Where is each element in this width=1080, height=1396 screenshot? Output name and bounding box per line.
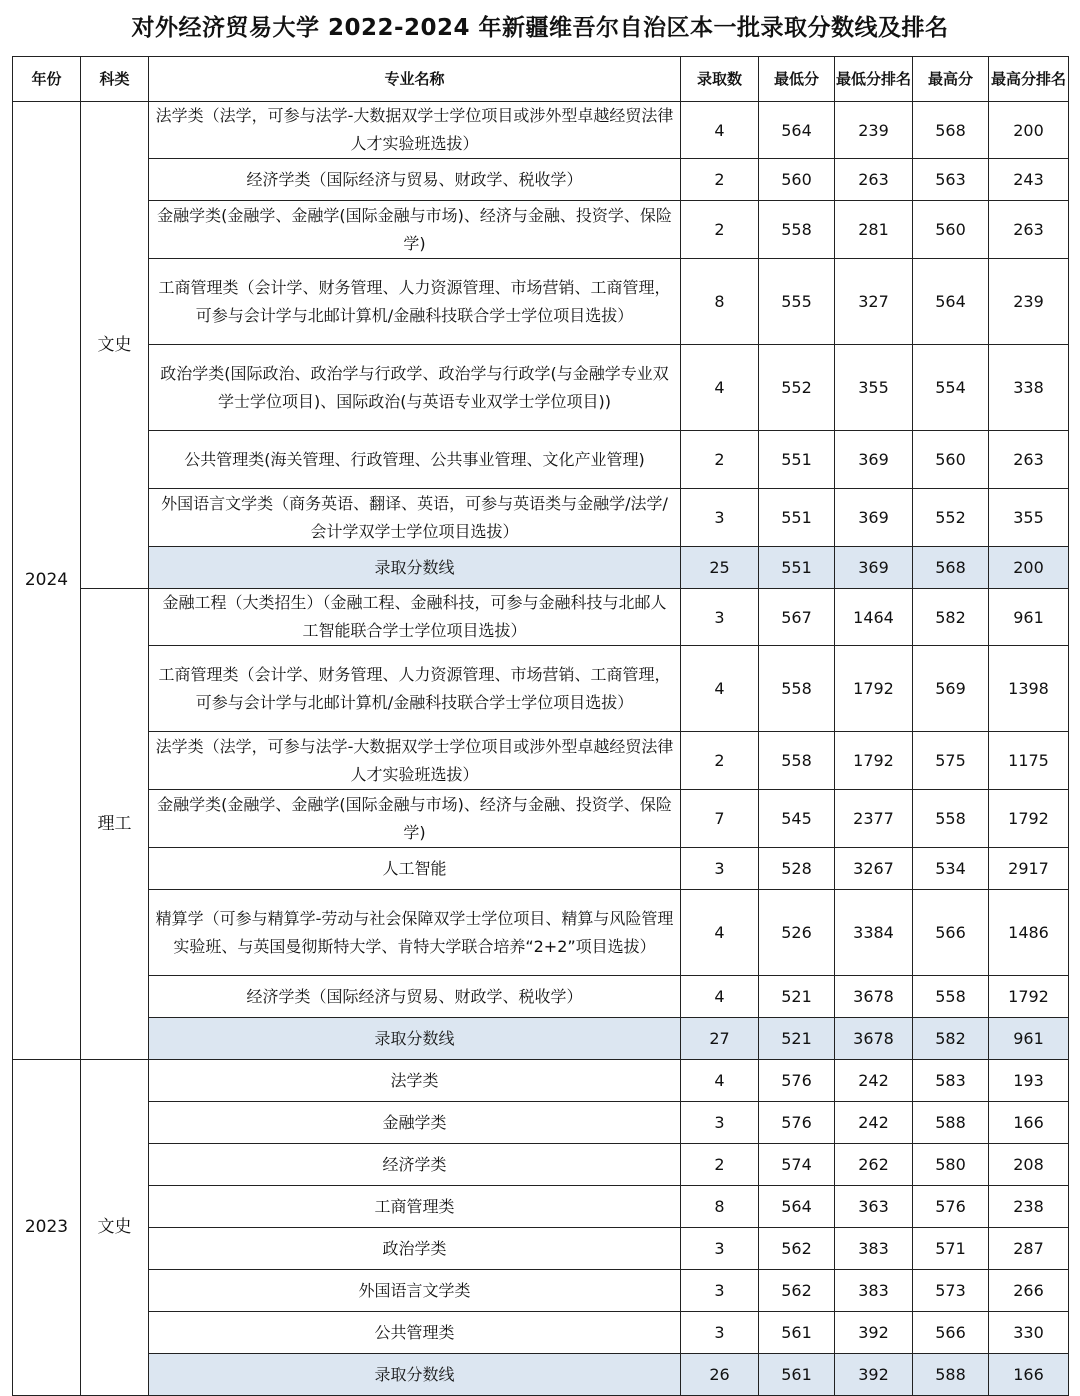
header-max-rank: 最高分排名 (989, 57, 1069, 102)
header-admitted: 录取数 (681, 57, 759, 102)
table-row (13, 1270, 1069, 1312)
major-cell: 金融工程（大类招生）（金融工程、金融科技，可参与金融科技与北邮人工智能联合学士学位项目选拔） (149, 589, 681, 646)
admitted-cell: 4 (681, 976, 759, 1018)
max-rank-cell: 208 (989, 1144, 1069, 1186)
major-cell: 工商管理类（会计学、财务管理、人力资源管理、市场营销、工商管理，可参与会计学与北邮计算机/金融科技联合学士学位项目选拔） (149, 646, 681, 732)
admission-table (12, 56, 1069, 1396)
summary-min-score-cell: 551 (759, 547, 835, 589)
table-row (13, 848, 1069, 890)
table-row (13, 1186, 1069, 1228)
table-row (13, 646, 1069, 732)
summary-max-score-cell: 582 (913, 1018, 989, 1060)
min-score-cell: 564 (759, 102, 835, 159)
table-row (13, 1144, 1069, 1186)
max-score-cell: 583 (913, 1060, 989, 1102)
admitted-cell: 4 (681, 102, 759, 159)
min-score-cell: 551 (759, 489, 835, 547)
table-row (13, 345, 1069, 431)
header-min-rank: 最低分排名 (835, 57, 913, 102)
min-rank-cell: 383 (835, 1228, 913, 1270)
admitted-cell: 2 (681, 431, 759, 489)
min-score-cell: 560 (759, 159, 835, 201)
page-title: 对外经济贸易大学 2022-2024 年新疆维吾尔自治区本一批录取分数线及排名 (131, 15, 949, 41)
max-rank-cell: 330 (989, 1312, 1069, 1354)
table-row (13, 589, 1069, 646)
admitted-cell: 4 (681, 345, 759, 431)
table-row (13, 489, 1069, 547)
max-score-cell: 571 (913, 1228, 989, 1270)
min-score-cell: 558 (759, 201, 835, 259)
table-row (13, 732, 1069, 790)
summary-row (13, 547, 1069, 589)
major-cell: 工商管理类 (149, 1186, 681, 1228)
max-rank-cell: 1175 (989, 732, 1069, 790)
admitted-cell: 2 (681, 159, 759, 201)
major-cell: 法学类（法学，可参与法学-大数据双学士学位项目或涉外型卓越经贸法律人才实验班选拔） (149, 102, 681, 159)
max-rank-cell: 166 (989, 1102, 1069, 1144)
min-score-cell: 552 (759, 345, 835, 431)
table-row (13, 790, 1069, 848)
min-rank-cell: 355 (835, 345, 913, 431)
min-rank-cell: 3678 (835, 976, 913, 1018)
table-row (13, 431, 1069, 489)
min-score-cell: 574 (759, 1144, 835, 1186)
table-row (13, 259, 1069, 345)
min-rank-cell: 327 (835, 259, 913, 345)
category-cell: 文史 (81, 1060, 149, 1396)
summary-max-score-cell: 568 (913, 547, 989, 589)
max-rank-cell: 263 (989, 431, 1069, 489)
max-rank-cell: 1792 (989, 976, 1069, 1018)
max-score-cell: 558 (913, 976, 989, 1018)
admitted-cell: 3 (681, 848, 759, 890)
summary-max-rank-cell: 166 (989, 1354, 1069, 1396)
admitted-cell: 2 (681, 1144, 759, 1186)
summary-row (13, 1018, 1069, 1060)
major-cell: 法学类 (149, 1060, 681, 1102)
min-rank-cell: 369 (835, 489, 913, 547)
table-row (13, 976, 1069, 1018)
summary-admitted-cell: 26 (681, 1354, 759, 1396)
min-rank-cell: 242 (835, 1060, 913, 1102)
admitted-cell: 2 (681, 732, 759, 790)
admitted-cell: 8 (681, 259, 759, 345)
admitted-cell: 3 (681, 1228, 759, 1270)
max-score-cell: 566 (913, 890, 989, 976)
admitted-cell: 4 (681, 1060, 759, 1102)
min-score-cell: 567 (759, 589, 835, 646)
table-row (13, 159, 1069, 201)
table-row (13, 1228, 1069, 1270)
min-rank-cell: 1792 (835, 732, 913, 790)
summary-min-rank-cell: 3678 (835, 1018, 913, 1060)
max-score-cell: 552 (913, 489, 989, 547)
admitted-cell: 3 (681, 589, 759, 646)
major-cell: 法学类（法学，可参与法学-大数据双学士学位项目或涉外型卓越经贸法律人才实验班选拔） (149, 732, 681, 790)
admitted-cell: 3 (681, 1312, 759, 1354)
table-row (13, 1060, 1069, 1102)
header-row (13, 57, 1069, 102)
major-cell: 经济学类 (149, 1144, 681, 1186)
header-category: 科类 (81, 57, 149, 102)
min-score-cell: 562 (759, 1228, 835, 1270)
summary-label-cell: 录取分数线 (149, 1354, 681, 1396)
min-score-cell: 551 (759, 431, 835, 489)
max-rank-cell: 355 (989, 489, 1069, 547)
min-score-cell: 558 (759, 732, 835, 790)
max-score-cell: 568 (913, 102, 989, 159)
min-rank-cell: 242 (835, 1102, 913, 1144)
min-score-cell: 558 (759, 646, 835, 732)
max-rank-cell: 266 (989, 1270, 1069, 1312)
min-score-cell: 562 (759, 1270, 835, 1312)
major-cell: 工商管理类（会计学、财务管理、人力资源管理、市场营销、工商管理，可参与会计学与北邮计算机/金融科技联合学士学位项目选拔） (149, 259, 681, 345)
major-cell: 金融学类(金融学、金融学(国际金融与市场)、经济与金融、投资学、保险学) (149, 201, 681, 259)
major-cell: 政治学类 (149, 1228, 681, 1270)
min-rank-cell: 2377 (835, 790, 913, 848)
max-rank-cell: 263 (989, 201, 1069, 259)
min-score-cell: 526 (759, 890, 835, 976)
max-score-cell: 560 (913, 431, 989, 489)
max-rank-cell: 239 (989, 259, 1069, 345)
min-rank-cell: 383 (835, 1270, 913, 1312)
major-cell: 外国语言文学类（商务英语、翻译、英语，可参与英语类与金融学/法学/会计学双学士学位项目选拔） (149, 489, 681, 547)
max-rank-cell: 961 (989, 589, 1069, 646)
admitted-cell: 2 (681, 201, 759, 259)
min-score-cell: 545 (759, 790, 835, 848)
min-score-cell: 561 (759, 1312, 835, 1354)
min-rank-cell: 262 (835, 1144, 913, 1186)
min-score-cell: 528 (759, 848, 835, 890)
min-score-cell: 521 (759, 976, 835, 1018)
max-score-cell: 564 (913, 259, 989, 345)
category-cell: 理工 (81, 589, 149, 1060)
max-rank-cell: 238 (989, 1186, 1069, 1228)
max-rank-cell: 1792 (989, 790, 1069, 848)
max-score-cell: 582 (913, 589, 989, 646)
min-rank-cell: 3384 (835, 890, 913, 976)
max-score-cell: 580 (913, 1144, 989, 1186)
header-min-score: 最低分 (759, 57, 835, 102)
major-cell: 政治学类(国际政治、政治学与行政学、政治学与行政学(与金融学专业双学士学位项目)、国际政治(与英语专业双学士学位项目)) (149, 345, 681, 431)
summary-max-score-cell: 588 (913, 1354, 989, 1396)
header-year: 年份 (13, 57, 81, 102)
summary-max-rank-cell: 200 (989, 547, 1069, 589)
major-cell: 金融学类(金融学、金融学(国际金融与市场)、经济与金融、投资学、保险学) (149, 790, 681, 848)
major-cell: 金融学类 (149, 1102, 681, 1144)
summary-label-cell: 录取分数线 (149, 547, 681, 589)
min-score-cell: 564 (759, 1186, 835, 1228)
min-score-cell: 555 (759, 259, 835, 345)
max-score-cell: 563 (913, 159, 989, 201)
table-row (13, 201, 1069, 259)
max-score-cell: 588 (913, 1102, 989, 1144)
summary-admitted-cell: 25 (681, 547, 759, 589)
min-rank-cell: 1464 (835, 589, 913, 646)
max-score-cell: 560 (913, 201, 989, 259)
max-score-cell: 534 (913, 848, 989, 890)
major-cell: 外国语言文学类 (149, 1270, 681, 1312)
summary-min-score-cell: 561 (759, 1354, 835, 1396)
admitted-cell: 7 (681, 790, 759, 848)
major-cell: 人工智能 (149, 848, 681, 890)
min-score-cell: 576 (759, 1102, 835, 1144)
max-score-cell: 569 (913, 646, 989, 732)
max-rank-cell: 287 (989, 1228, 1069, 1270)
min-rank-cell: 392 (835, 1312, 913, 1354)
max-score-cell: 576 (913, 1186, 989, 1228)
summary-min-rank-cell: 392 (835, 1354, 913, 1396)
major-cell: 公共管理类(海关管理、行政管理、公共事业管理、文化产业管理) (149, 431, 681, 489)
admitted-cell: 4 (681, 646, 759, 732)
table-row (13, 1102, 1069, 1144)
admitted-cell: 3 (681, 489, 759, 547)
summary-admitted-cell: 27 (681, 1018, 759, 1060)
min-rank-cell: 3267 (835, 848, 913, 890)
year-cell: 2023 (13, 1060, 81, 1396)
max-score-cell: 558 (913, 790, 989, 848)
max-score-cell: 575 (913, 732, 989, 790)
summary-min-rank-cell: 369 (835, 547, 913, 589)
max-rank-cell: 193 (989, 1060, 1069, 1102)
max-rank-cell: 1398 (989, 646, 1069, 732)
header-major: 专业名称 (149, 57, 681, 102)
table-row (13, 102, 1069, 159)
summary-max-rank-cell: 961 (989, 1018, 1069, 1060)
table-row (13, 1312, 1069, 1354)
max-score-cell: 566 (913, 1312, 989, 1354)
admitted-cell: 4 (681, 890, 759, 976)
max-rank-cell: 338 (989, 345, 1069, 431)
major-cell: 经济学类（国际经济与贸易、财政学、税收学） (149, 159, 681, 201)
min-rank-cell: 239 (835, 102, 913, 159)
table-row (13, 890, 1069, 976)
min-rank-cell: 1792 (835, 646, 913, 732)
summary-min-score-cell: 521 (759, 1018, 835, 1060)
min-rank-cell: 281 (835, 201, 913, 259)
year-cell: 2024 (13, 102, 81, 1060)
max-score-cell: 573 (913, 1270, 989, 1312)
header-max-score: 最高分 (913, 57, 989, 102)
major-cell: 公共管理类 (149, 1312, 681, 1354)
admitted-cell: 3 (681, 1102, 759, 1144)
major-cell: 经济学类（国际经济与贸易、财政学、税收学） (149, 976, 681, 1018)
summary-row (13, 1354, 1069, 1396)
category-cell: 文史 (81, 102, 149, 589)
admitted-cell: 8 (681, 1186, 759, 1228)
min-rank-cell: 363 (835, 1186, 913, 1228)
max-score-cell: 554 (913, 345, 989, 431)
max-rank-cell: 2917 (989, 848, 1069, 890)
admitted-cell: 3 (681, 1270, 759, 1312)
min-score-cell: 576 (759, 1060, 835, 1102)
max-rank-cell: 1486 (989, 890, 1069, 976)
summary-label-cell: 录取分数线 (149, 1018, 681, 1060)
major-cell: 精算学（可参与精算学-劳动与社会保障双学士学位项目、精算与风险管理实验班、与英国曼彻斯特大学、肯特大学联合培养“2+2”项目选拔） (149, 890, 681, 976)
max-rank-cell: 243 (989, 159, 1069, 201)
min-rank-cell: 263 (835, 159, 913, 201)
min-rank-cell: 369 (835, 431, 913, 489)
max-rank-cell: 200 (989, 102, 1069, 159)
